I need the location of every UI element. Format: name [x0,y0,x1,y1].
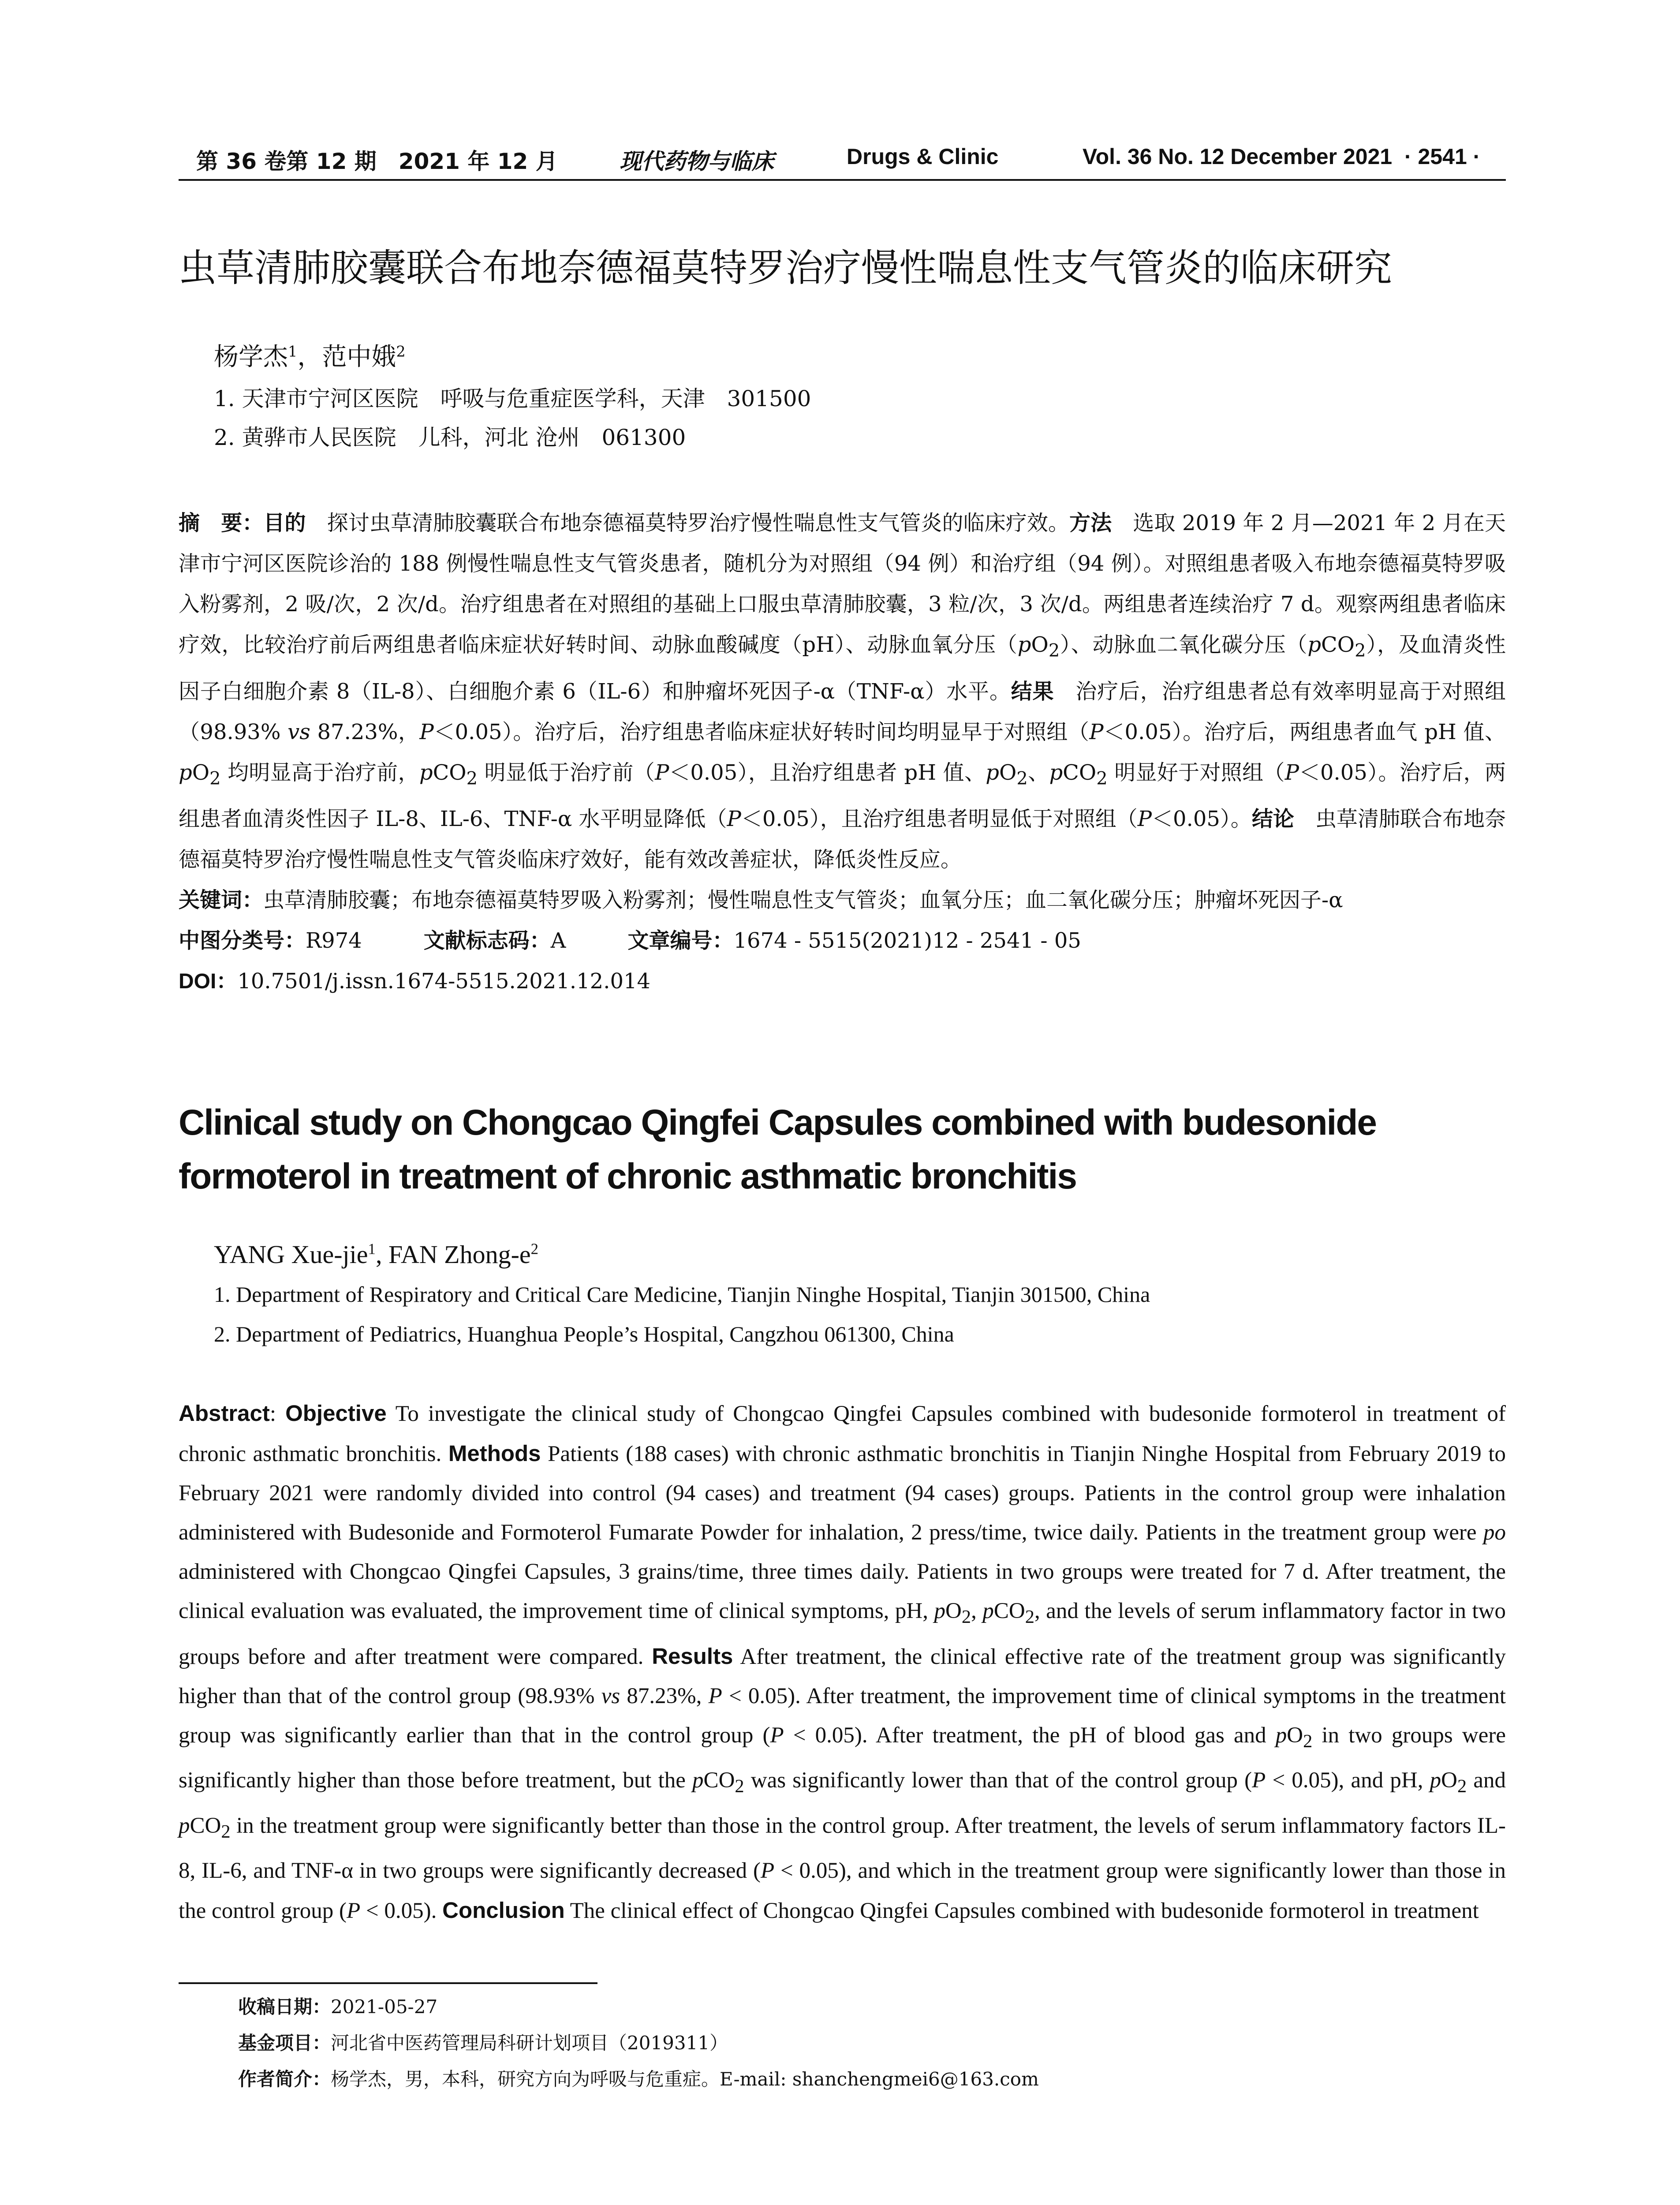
footnote-funding-label: 基金项目： [238,2032,331,2054]
abstract-cn-methods-5: ），及血清炎性因子白细胞介素 8（IL-8）、白细胞介素 6（IL-6）和肿瘤坏死因子-α（TNF-α）水平。 [179,632,1506,704]
abstract-en-methods-po: po [1483,1520,1506,1545]
keywords-cn-text: 虫草清肺胶囊；布地奈德福莫特罗吸入粉雾剂；慢性喘息性支气管炎；血氧分压；血二氧化碳分压；肿瘤坏死因子-α [263,888,1343,913]
keywords-cn-label: 关键词： [179,888,264,913]
doc-code-value: A [550,928,566,953]
abstract-en-results-pco2-co: CO [703,1768,735,1793]
abstract-cn-results-12: ＜0.05）。 [1152,807,1252,832]
authors-en-block [179,1235,1506,1354]
authors-en [214,1235,1506,1274]
header-journal-cn: 现代药物与临床 [620,148,774,174]
abstract-en-methods-label: Methods [448,1441,541,1466]
footnote-author-bio-text: 杨学杰，男，本科，研究方向为呼吸与危重症。E-mail: shanchengmei6@163.com [331,2068,1039,2090]
abstract-en-results-6: was significantly lower than that of the control group ( [744,1768,1252,1793]
abstract-en-methods-4: , and the levels of serum inflammatory factor in two groups before and after treatment were compared. [179,1599,1506,1670]
abstract-cn-results-pco2-co: CO [433,760,467,785]
footnote-received-label: 收稿日期： [238,1996,331,2018]
clc-label: 中图分类号： [179,928,306,953]
author-en-1-affil-sup: 1 [368,1240,376,1258]
abstract-cn-results-p6: P [1137,807,1152,832]
abstract-en-results-2: 87.23%, [620,1684,709,1709]
abstract-cn-results-5: 均明显高于治疗前， [220,760,419,785]
abstract-cn-results-pco2-p: p [419,760,433,785]
doi-line [179,961,1506,1002]
abstract-cn-methods-sub-2: 2 [1355,640,1366,661]
abstract-cn-label: 摘 要： [179,511,264,535]
abstract-cn-results-10: ＜0.05）。治疗后，两组患者血清炎性因子 IL-8、IL-6、TNF-α 水平明显降低（ [179,760,1506,832]
footnote-funding [238,2025,1506,2061]
abstract-en-results-4: < 0.05). After treatment, the pH of blood gas and [784,1723,1276,1748]
abstract-cn-objective-label: 目的 [263,511,306,535]
abstract-en-results-8: and [1467,1768,1506,1793]
header-journal-en: Drugs & Clinic [847,144,999,169]
abstract-cn-results-3: ＜0.05）。治疗后，治疗组患者临床症状好转时间均明显早于对照组（ [433,719,1090,744]
affiliation-en-2: 2. Department of Pediatrics, Huanghua People’s Hospital, Cangzhou 061300, China [214,1322,954,1346]
abstract-cn-methods-3: ）、动脉血二氧化碳分压（ [1060,632,1308,657]
abstract-cn-results-8: 、 [1027,760,1049,785]
abstract-cn-results-po2-sub: 2 [209,768,221,789]
classification-line [179,920,1506,961]
affiliation-en-1: 1. Department of Respiratory and Critical Care Medicine, Tianjin Ninghe Hospital, Tianjin 301500, China [214,1282,1150,1307]
abstract-en-results-9: in the treatment group were significantly better than those in the control group. After treatment, the levels of serum inflammatory factors IL-8, IL-6, and TNF-α in two groups were significantly decreased ( [179,1813,1506,1883]
abstract-en-results-pco2-sub: 2 [735,1776,744,1797]
abstract-en-results-11: < 0.05). [360,1898,443,1923]
abstract-cn-methods-italic-p2: p [1307,632,1322,657]
abstract-en [179,1394,1506,1931]
clc-value: R974 [306,928,362,953]
abstract-en-results-1: After treatment, the clinical effective rate of the treatment group was significantly higher than that of the control group (98.93% [179,1644,1506,1709]
abstract-cn-results-p3: P [655,760,669,785]
abstract-en-results-po2b-sub: 2 [1457,1776,1467,1797]
abstract-en-methods-2: administered with Chongcao Qingfei Capsules, 3 grains/time, three times daily. Patients in two groups were treated for 7 d. After treatment, the clinical evaluation was evaluated, the improvement time of clinical symptoms, pH, [179,1559,1506,1623]
abstract-cn-methods-sub-1: 2 [1048,640,1060,661]
abstract-cn-conclusion: 虫草清肺联合布地奈德福莫特罗治疗慢性喘息性支气管炎临床疗效好，能有效改善症状，降低炎性反应。 [179,807,1506,872]
abstract-cn-block [179,503,1506,1002]
abstract-en-results-p3: P [1252,1768,1266,1793]
abstract-cn-methods-2: O [1031,632,1049,657]
abstract-cn-results-7: ＜0.05），且治疗组患者 pH 值、 [669,760,986,785]
abstract-en-results-po2-o: O [1287,1723,1303,1748]
abstract-cn-results-pco2b-p: p [1049,760,1063,785]
abstract-en-conclusion-label: Conclusion [442,1897,565,1923]
author-cn-2-affil-sup: 2 [396,343,406,360]
abstract-en-results-vs: vs [601,1684,620,1709]
abstract-cn-results-pco2b-sub: 2 [1096,768,1108,789]
abstract-cn-results-6: 明显低于治疗前（ [478,760,655,785]
author-cn-separator: ， [297,343,322,371]
abstract-cn-results-9: 明显好于对照组（ [1107,760,1285,785]
abstract-cn-conclusion-label: 结论 [1251,807,1294,832]
abstract-en-results-pco2b-sub: 2 [221,1821,231,1842]
footnote-author-bio-label: 作者简介： [238,2068,331,2090]
abstract-en-methods-p2: p [982,1599,994,1623]
abstract-en-methods-co2: CO [993,1599,1025,1623]
footnotes [238,1989,1506,2097]
footnote-divider [179,1982,597,1984]
abstract-en-results-p4: P [761,1858,775,1883]
article-number-label: 文章编号： [627,928,734,953]
header-page-number: · 2541 · [1404,144,1481,169]
abstract-cn-results-p4: P [1284,760,1299,785]
author-cn-1: 杨学杰 [214,343,288,371]
abstract-cn-results-p2: P [1089,719,1104,744]
abstract-en-results-pco2-p: p [692,1768,704,1793]
author-en-separator: , [375,1240,388,1269]
abstract-cn-results-po2-o: O [192,760,210,785]
abstract-cn [179,503,1506,880]
abstract-cn-methods-italic-p1: p [1017,632,1031,657]
abstract-en-objective: To investigate the clinical study of Chongcao Qingfei Capsules combined with budesonide formoterol in treatment of chronic asthmatic bronchitis. [179,1401,1506,1466]
abstract-en-methods-3: , [971,1599,983,1623]
abstract-cn-results-4: ＜0.05）。治疗后，两组患者血气 pH 值、 [1103,719,1506,744]
abstract-en-results-p5: P [346,1898,361,1923]
title-en: Clinical study on Chongcao Qingfei Capsules combined with budesonide formoterol in treatment of chronic asthmatic bronchitis [179,1102,1377,1196]
author-en-2-affil-sup: 2 [530,1240,539,1258]
abstract-en-results-7: < 0.05), and pH, [1266,1768,1430,1793]
abstract-cn-objective: 探讨虫草清肺胶囊联合布地奈德福莫特罗治疗慢性喘息性支气管炎的临床疗效。 [306,511,1070,535]
abstract-en-results-pco2b-p: p [179,1813,190,1838]
abstract-cn-results-pco2-sub: 2 [466,768,478,789]
abstract-en-label: Abstract [179,1401,270,1426]
doc-code-label: 文献标志码： [423,928,551,953]
abstract-en-conclusion: The clinical effect of Chongcao Qingfei Capsules combined with budesonide formoterol in treatment [564,1898,1479,1923]
abstract-en-results-10: < 0.05), and which in the treatment group were significantly lower than those in the control group ( [179,1858,1506,1923]
abstract-cn-results-po2b-sub: 2 [1016,768,1028,789]
abstract-en-results-po2-sub: 2 [1303,1731,1313,1752]
abstract-en-results-5: in two groups were significantly higher than those before treatment, but the [179,1723,1506,1793]
footnote-received [238,1989,1506,2025]
abstract-cn-results-vs: vs [287,719,310,744]
abstract-en-methods-1: Patients (188 cases) with chronic asthmatic bronchitis in Tianjin Ninghe Hospital from February 2019 to February 2021 were randomly divided into control (94 cases) and treatment (94 cases) groups. Patients in the control group were inhalation administered with Budesonide and Formoterol Fumarate Powder for inhalation, 2 press/time, twice daily. Patients in the treatment group were [179,1442,1506,1545]
keywords-cn [179,880,1506,920]
authors-cn [214,340,1506,375]
abstract-en-methods-sub1: 2 [961,1607,971,1628]
doi-label: DOI： [179,970,238,994]
abstract-cn-results-2: 87.23%， [310,719,420,744]
abstract-cn-results-11: ＜0.05），且治疗组患者明显低于对照组（ [741,807,1138,832]
abstract-cn-results-1: 治疗后，治疗组患者总有效率明显高于对照组（98.93% [179,679,1506,744]
running-header [179,142,1506,181]
affiliation-cn-1: 1. 天津市宁河区医院 呼吸与危重症医学科，天津 301500 [214,386,811,411]
author-cn-1-affil-sup: 1 [288,343,298,360]
author-en-2: FAN Zhong-e [388,1240,531,1269]
abstract-cn-methods-1: 选取 2019 年 2 月—2021 年 2 月在天津市宁河区医院诊治的 188 例慢性喘息性支气管炎患者，随机分为对照组（94 例）和治疗组（94 例）。对照组患者吸入布地奈德福莫特罗吸入粉雾剂，2 吸/次，2 次/d。治疗组患者在对照组的基础上口服虫草清肺胶囊，3 粒/次，3 次/d。两组患者连续治疗 7 d。观察两组患者临床疗效，比较治疗前后两组患者临床症状好转时间、动脉血酸碱度（pH）、动脉血氧分压（ [179,511,1506,657]
title-cn: 虫草清肺胶囊联合布地奈德福莫特罗治疗慢性喘息性支气管炎的临床研究 [179,246,1392,290]
abstract-en-methods-p1: p [934,1599,946,1623]
footnote-received-date: 2021-05-27 [331,1996,438,2018]
header-issue-en: Vol. 36 No. 12 December 2021 [1083,144,1393,169]
abstract-en-results-p2: P [770,1723,784,1748]
abstract-cn-methods-label: 方法 [1069,511,1112,535]
abstract-cn-results-pco2b-co: CO [1063,760,1097,785]
footnote-author-bio [238,2061,1506,2097]
abstract-en-results-p1: P [708,1684,722,1709]
abstract-en-methods-o1: O [945,1599,962,1623]
affiliation-cn-2: 2. 黄骅市人民医院 儿科，河北 沧州 061300 [214,425,686,450]
header-issue-cn: 第 36 卷第 12 期 2021 年 12 月 [196,149,558,174]
abstract-en-objective-label: Objective [285,1401,387,1426]
article-number-value: 1674 - 5515(2021)12 - 2541 - 05 [733,928,1081,953]
abstract-en-results-po2b-o: O [1441,1768,1457,1793]
doi-link[interactable]: 10.7501/j.issn.1674-5515.2021.12.014 [237,969,651,994]
abstract-en-colon: : [269,1401,286,1426]
abstract-cn-results-po2-p: p [179,760,192,785]
abstract-cn-results-label: 结果 [1011,679,1054,704]
author-en-1: YANG Xue-jie [214,1240,368,1269]
abstract-cn-results-po2b-p: p [986,760,1000,785]
abstract-cn-results-p5: P [727,807,741,832]
abstract-en-methods-sub2: 2 [1025,1607,1034,1628]
footnote-funding-text: 河北省中医药管理局科研计划项目（2019311） [331,2032,728,2054]
abstract-en-results-pco2b-co: CO [190,1813,221,1838]
author-cn-2: 范中娥 [322,343,396,371]
abstract-cn-methods-4: CO [1321,632,1355,657]
authors-cn-block [179,340,1506,455]
abstract-en-results-label: Results [652,1644,733,1669]
abstract-en-results-po2-p: p [1275,1723,1287,1748]
abstract-en-results-po2b-p: p [1430,1768,1441,1793]
abstract-cn-results-p1: P [419,719,434,744]
abstract-en-results-3: < 0.05). After treatment, the improvement time of clinical symptoms in the treatment group was significantly earlier than that in the control group ( [179,1684,1506,1748]
abstract-cn-results-po2b-o: O [999,760,1017,785]
